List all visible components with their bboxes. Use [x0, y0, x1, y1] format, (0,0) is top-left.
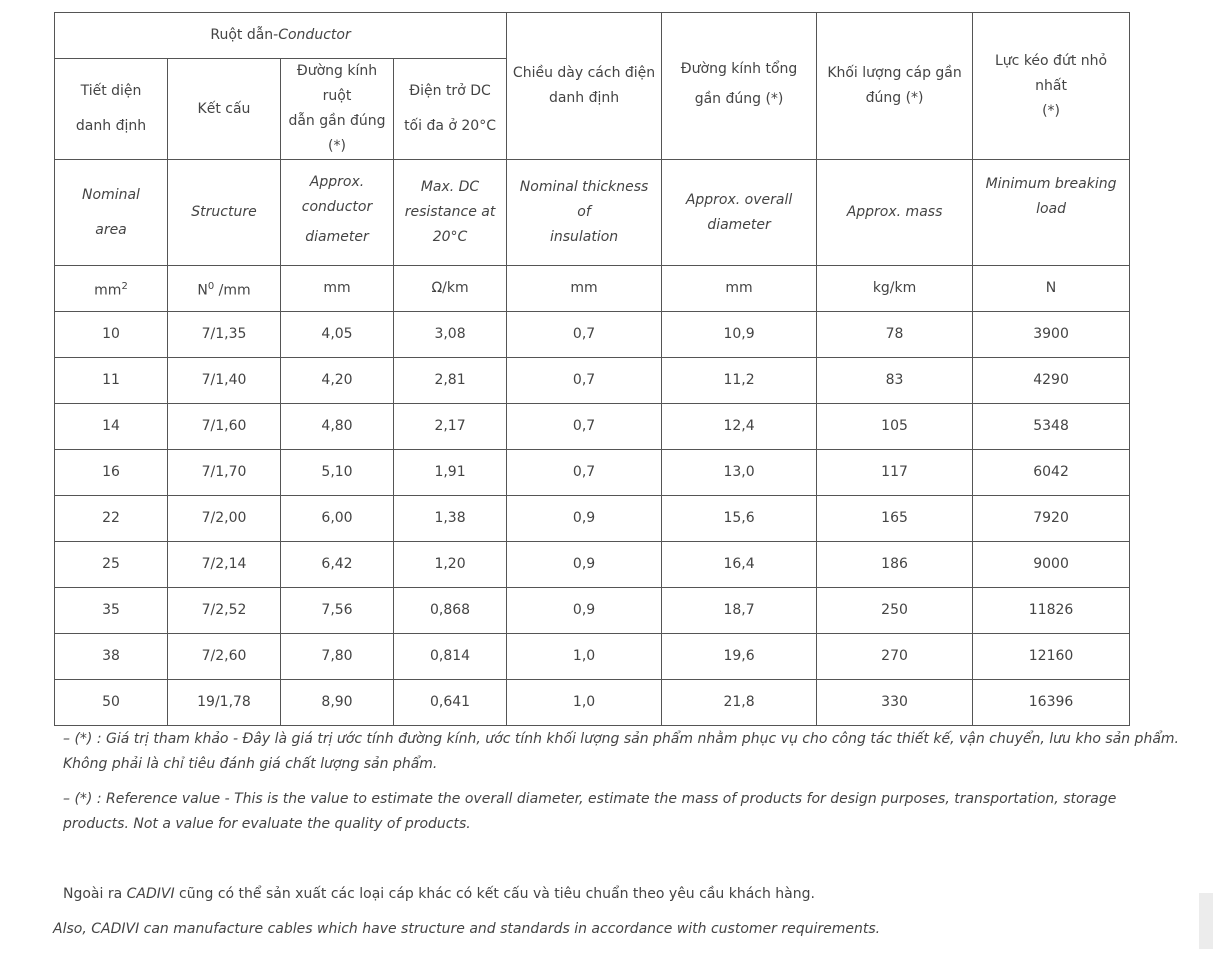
cell-nominal-area: 50: [55, 680, 168, 726]
unit-area: $mm^2$: [55, 266, 168, 312]
header-mass-en: Approx. mass: [817, 160, 973, 266]
cell-structure: 7/1,70: [168, 450, 281, 496]
cell-dc-resistance: 0,814: [394, 634, 507, 680]
table-row: [55, 634, 1130, 680]
cell-breaking-load: 5348: [973, 404, 1130, 450]
cell-insulation-thickness: 0,9: [507, 588, 662, 634]
footer-text-vi: Ngoài ra CADIVI cũng có thể sản xuất các loại cáp khác có kết cấu và tiêu chuẩn theo yêu cầu khách hàng.: [63, 886, 815, 902]
cell-nominal-area: 11: [55, 358, 168, 404]
cell-nominal-area: 25: [55, 542, 168, 588]
cell-dc-resistance: 1,20: [394, 542, 507, 588]
table-row: [55, 450, 1130, 496]
header-dc-resistance-en: Max. DC resistance at 20°C: [394, 160, 507, 266]
cell-conductor-diameter: 7,56: [281, 588, 394, 634]
header-insulation-thickness-vi: Chiều dày cách điện danh định: [507, 13, 662, 160]
cell-overall-diameter: 18,7: [662, 588, 817, 634]
cell-conductor-diameter: 4,20: [281, 358, 394, 404]
cell-structure: 7/1,40: [168, 358, 281, 404]
cell-dc-resistance: 2,17: [394, 404, 507, 450]
cell-mass: 186: [817, 542, 973, 588]
cell-overall-diameter: 12,4: [662, 404, 817, 450]
table-row: [55, 542, 1130, 588]
cell-dc-resistance: 3,08: [394, 312, 507, 358]
unit-structure: $N^0$ /mm: [168, 266, 281, 312]
cell-dc-resistance: 0,641: [394, 680, 507, 726]
header-dc-resistance-vi: Điện trở DC tối đa ở 20°C: [394, 59, 507, 160]
cell-mass: 83: [817, 358, 973, 404]
cell-breaking-load: 16396: [973, 680, 1130, 726]
cell-insulation-thickness: 1,0: [507, 680, 662, 726]
cell-insulation-thickness: 1,0: [507, 634, 662, 680]
cell-breaking-load: 7920: [973, 496, 1130, 542]
cell-dc-resistance: 0,868: [394, 588, 507, 634]
cell-insulation-thickness: 0,9: [507, 542, 662, 588]
table-row: [55, 404, 1130, 450]
cell-insulation-thickness: 0,7: [507, 358, 662, 404]
cell-structure: 7/2,14: [168, 542, 281, 588]
cell-breaking-load: 6042: [973, 450, 1130, 496]
cell-mass: 250: [817, 588, 973, 634]
brand-name: CADIVI: [126, 886, 175, 902]
cell-mass: 330: [817, 680, 973, 726]
table-row: [55, 358, 1130, 404]
cell-structure: 19/1,78: [168, 680, 281, 726]
cell-dc-resistance: 1,38: [394, 496, 507, 542]
unit-insulation-thickness: mm: [507, 266, 662, 312]
cell-nominal-area: 35: [55, 588, 168, 634]
cell-mass: 165: [817, 496, 973, 542]
cell-nominal-area: 22: [55, 496, 168, 542]
header-nominal-area-vi: Tiết diện danh định: [55, 59, 168, 160]
table-row: [55, 312, 1130, 358]
header-breaking-load-vi: Lực kéo đứt nhỏ nhất (*): [973, 13, 1130, 160]
cell-breaking-load: 4290: [973, 358, 1130, 404]
header-structure-en: Structure: [168, 160, 281, 266]
header-mass-vi: Khối lượng cáp gần đúng (*): [817, 13, 973, 160]
header-structure-vi: Kết cấu: [168, 59, 281, 160]
table-row: [55, 680, 1130, 726]
unit-conductor-diameter: mm: [281, 266, 394, 312]
cell-conductor-diameter: 6,00: [281, 496, 394, 542]
cell-conductor-diameter: 7,80: [281, 634, 394, 680]
cell-overall-diameter: 11,2: [662, 358, 817, 404]
cell-structure: 7/1,35: [168, 312, 281, 358]
header-overall-diameter-en: Approx. overall diameter: [662, 160, 817, 266]
cell-conductor-diameter: 6,42: [281, 542, 394, 588]
header-overall-diameter-vi: Đường kính tổng gần đúng (*): [662, 13, 817, 160]
conductor-group-header: Ruột dẫn-Conductor: [55, 13, 507, 59]
cell-dc-resistance: 1,91: [394, 450, 507, 496]
cell-mass: 117: [817, 450, 973, 496]
cell-insulation-thickness: 0,7: [507, 404, 662, 450]
cell-structure: 7/2,52: [168, 588, 281, 634]
header-breaking-load-en: Minimum breaking load: [973, 160, 1130, 266]
cell-structure: 7/2,60: [168, 634, 281, 680]
scrollbar-thumb[interactable]: [1199, 893, 1213, 949]
cell-breaking-load: 3900: [973, 312, 1130, 358]
cell-insulation-thickness: 0,7: [507, 312, 662, 358]
header-insulation-thickness-en: Nominal thickness of insulation: [507, 160, 662, 266]
cell-overall-diameter: 21,8: [662, 680, 817, 726]
cell-breaking-load: 11826: [973, 588, 1130, 634]
unit-breaking-load: N: [973, 266, 1130, 312]
footer-text-en: Also, CADIVI can manufacture cables which have structure and standards in accordance with customer requirements.: [53, 921, 881, 937]
cell-overall-diameter: 19,6: [662, 634, 817, 680]
cell-mass: 105: [817, 404, 973, 450]
cable-spec-table: [54, 12, 1130, 726]
units-row: [55, 266, 1130, 312]
footnote-en: – (*) : Reference value - This is the value to estimate the overall diameter, estimate the mass of products for design purposes, transportation, storage products. Not a value for evaluate the quality of products.: [63, 791, 1117, 832]
cell-insulation-thickness: 0,7: [507, 450, 662, 496]
cell-nominal-area: 38: [55, 634, 168, 680]
cell-mass: 78: [817, 312, 973, 358]
cell-structure: 7/2,00: [168, 496, 281, 542]
cell-conductor-diameter: 4,80: [281, 404, 394, 450]
cell-nominal-area: 10: [55, 312, 168, 358]
cell-overall-diameter: 10,9: [662, 312, 817, 358]
cell-breaking-load: 9000: [973, 542, 1130, 588]
unit-mass: kg/km: [817, 266, 973, 312]
cell-conductor-diameter: 5,10: [281, 450, 394, 496]
cell-nominal-area: 14: [55, 404, 168, 450]
header-conductor-diameter-en: Approx. conductor diameter: [281, 160, 394, 266]
footnote-vi: – (*) : Giá trị tham khảo - Đây là giá trị ước tính đường kính, ước tính khối lượng sản phẩm nhằm phục vụ cho công tác thiết kế, vận chuyển, lưu kho sản phẩm. Không phải là chỉ tiêu đánh giá chất lượng sản phẩm.: [63, 731, 1179, 772]
cell-conductor-diameter: 4,05: [281, 312, 394, 358]
cell-breaking-load: 12160: [973, 634, 1130, 680]
header-nominal-area-en: Nominal area: [55, 160, 168, 266]
header-conductor-diameter-vi: Đường kính ruột dẫn gần đúng (*): [281, 59, 394, 160]
cell-mass: 270: [817, 634, 973, 680]
cell-overall-diameter: 15,6: [662, 496, 817, 542]
cell-dc-resistance: 2,81: [394, 358, 507, 404]
unit-overall-diameter: mm: [662, 266, 817, 312]
cell-insulation-thickness: 0,9: [507, 496, 662, 542]
cell-structure: 7/1,60: [168, 404, 281, 450]
cell-overall-diameter: 16,4: [662, 542, 817, 588]
cell-nominal-area: 16: [55, 450, 168, 496]
cell-conductor-diameter: 8,90: [281, 680, 394, 726]
table-row: [55, 588, 1130, 634]
unit-dc-resistance: Ω/km: [394, 266, 507, 312]
cell-overall-diameter: 13,0: [662, 450, 817, 496]
table-row: [55, 496, 1130, 542]
